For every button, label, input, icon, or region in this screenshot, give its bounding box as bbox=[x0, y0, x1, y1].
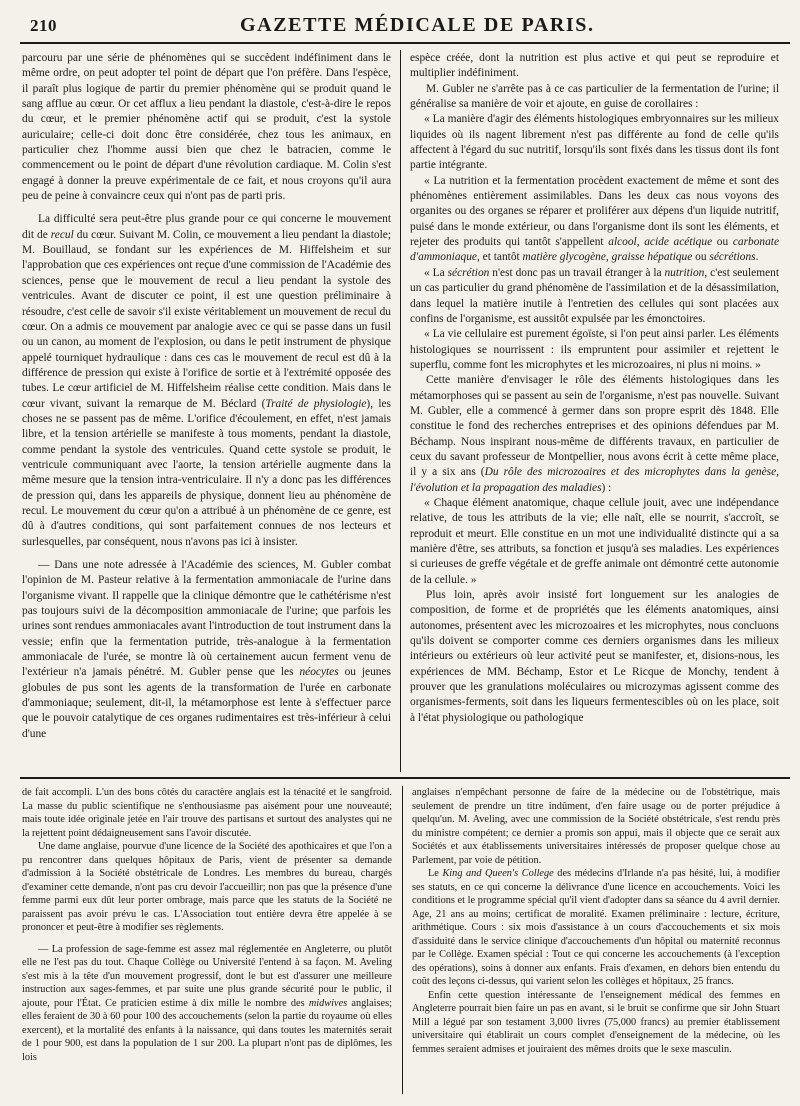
paragraph: anglaises n'empêchant personne de faire de la médecine ou de l'obstétrique, mais seulement de prendre un titre indûment, d'en faire usage ou de porter préjudice à quelqu'un. M. Aveling, avec une commission de la Société obstétricale, s'est rendu près du ministre compétent; ce dernier a promis son appui, mais il objecte que ce serait aux Sociétés et aux établissements universitaires intéressés de proposer quelque chose au Parlement, par voie de pétition. bbox=[412, 787, 780, 866]
bottom-right-column bbox=[412, 786, 780, 1056]
journal-title: GAZETTE MÉDICALE DE PARIS. bbox=[240, 14, 595, 36]
paragraph: Une dame anglaise, pourvue d'une licence de la Société des apothicaires et que l'on a pu rencontrer dans quelques hôpitaux de Paris, vient de présenter sa demande d'admission à la Société obstétricale de Londres. Les membres du bureau, chargés d'examiner cette demande, n'ont pas cru devoir l'accueillir; non pas que la présence d'une femme parmi eux dût leur porter ombrage, mais parce que les statuts de la Société ne paraissent pas avoir prévu le cas. L'Association tout entière devra être appelée à se prononcer et peut-être à modifier ses règlements. bbox=[22, 841, 392, 933]
section-rule bbox=[20, 777, 790, 779]
paragraph: La difficulté sera peut-être plus grande pour ce qui concerne le mouvement dit de recul du cœur. Suivant M. Colin, ce mouvement a lieu pendant la diastole; M. Bouillaud, se fondant sur les expériences de M. Hiffelsheim et sur l'approbation que ces expériences ont reçue d'une commission de l'Académie des sciences, pense que le mouvement de recul a lieu pendant la systole des ventricules. Avant de discuter ce point, il est une question préliminaire à résoudre, c'est celle de savoir s'il existe véritablement un mouvement de recul du cœur. On a admis ce mouvement par analogie avec ce qui se passe dans un fusil ou un canon, au moment de l'explosion, ou dans le petit instrument de physique appelé tourniquet hydraulique : dans ces cas le mouvement de recul est dû à la différence de pression qui existe à l'orifice de sortie et à l'extrémité opposée des tubes. Le cœur artificiel de M. Hiffelsheim réalise cette condition. Mais dans le cœur vivant, suivant la remarque de M. Béclard (Traité de physiologie), les choses ne se passent pas de même. L'orifice d'écoulement, en effet, n'est jamais libre, et la tension artérielle se manifeste à tous moments, pendant la diastole, comme pendant la systole des ventricules. Quand cette systole se produit, le ventricule communiquant avec l'aorte, la tension artérielle augmente dans la même mesure que la tension intra-ventriculaire. Il n'y a donc pas les différences de pression qui, dans les appareils de physique, donnent lieu au phénomène de recul. Le mouvement du cœur qu'on a attribué à un phénomène de ce genre, est dû à d'autres conditions, qui sont parfaitement connues de nos lecteurs et surlesquelles, par conséquent, nous n'avons pas ici à insister. bbox=[22, 213, 391, 548]
top-left-column bbox=[22, 51, 391, 742]
paragraph: — La profession de sage-femme est assez mal réglementée en Angleterre, ou plutôt elle ne l'est pas du tout. Chaque Collège ou Université l'entend à sa façon. M. Aveling s'est mis à la tête d'un mouvement progressif, dont le but est d'assurer une meilleure instruction aux sages-femmes, et par suite une plus grande sécurité pour le public, il ajoute, pour l'État. Ce praticien estime à dix mille le nombre des midwives anglaises; elles feraient de 30 à 60 pour 100 des accouchements (selon la partie du royaume où elles exercent), et la mortalité des enfants à la naissance, qui dans toutes les maternités serait de 1 pour 900, est dans la population de 1 sur 200. La plupart n'ont pas de diplômes, les lois bbox=[22, 943, 392, 1063]
top-right-column bbox=[410, 51, 779, 726]
paragraph: parcouru par une série de phénomènes qui se succèdent indéfiniment dans le même ordre, on peut adopter tel point de départ que l'on préfère. Dans l'espèce, il paraît plus logique de partir du premier phénomène qui se produit quand le sang afflue au cœur. Or cet afflux a lieu pendant la diastole, c'est-à-dire le repos du cœur, et le premier phénomène actif qui se produit, c'est la systole auriculaire; celle-ci doit donc être considérée, chez tous les animaux, en particulier chez l'homme aussi bien que chez le batracien, comme le commencement ou le point de départ d'une révolution cardiaque. M. Colin s'est engagé à donner la preuve expérimentale de ce fait, et nous croyons qu'il aura peu de peine à convaincre ceux qui n'ont pas de parti pris. bbox=[22, 52, 391, 203]
paragraph: Le King and Queen's College des médecins d'Irlande n'a pas hésité, lui, à modifier ses statuts, en ce qui concerne la délivrance d'une licence en accouchements. Voici les conditions et le programme spécial qu'il vient d'adopter dans sa séance du 4 avril dernier. Age, 21 ans au moins; certificat de moralité. Examen préliminaire : lecture, écriture, arithmétique. Cours : six mois d'assistance à un cours d'accouchements et six mois d'assiduité dans le service clinique d'accouchements d'un hôpital ou maternité reconnus par le Collège. Examen spécial : Tout ce qui concerne les accouchements (à l'exception des opérations), soins à donner aux enfants. Frais d'examen, en dehors bien entendu du coût des leçons ci-dessus, qui varient selon les collèges et hôpitaux, 25 francs. bbox=[412, 868, 780, 987]
paragraph: Cette manière d'envisager le rôle des éléments histologiques dans les métamorphoses qui se passent au sein de l'organisme, n'est pas nouvelle. Suivant M. Gubler, elle a commencé à germer dans son propre esprit dès 1848. Elle constitue le fond des recherches entreprises et des opinions défendues par M. Béchamp. Nous inspirant nous-même de différents travaux, en particulier de ceux du savant professeur de Montpellier, nous avons écrit à cette même place, il y a six ans (Du rôle des microzoaires et des microphytes dans la genèse, l'évolution et la propagation des maladies) : bbox=[410, 374, 779, 494]
page-header bbox=[0, 0, 800, 44]
top-column-divider bbox=[400, 50, 401, 772]
header-rule bbox=[20, 42, 790, 44]
paragraph: Enfin cette question intéressante de l'enseignement médical des femmes en Angleterre pourrait bien faire un pas en avant, si le bruit se confirme que sir John Stuart Mill a légué par son testament 3,000 livres (75,000 francs) au premier établissement universitaire qui établirait un cours complet d'enseignement de la médecine, où les femmes seraient admises et jouiraient des mêmes droits que le sexe masculin. bbox=[412, 989, 780, 1055]
paragraph: M. Gubler ne s'arrête pas à ce cas particulier de la fermentation de l'urine; il généralise sa manière de voir et ajoute, en guise de corollaires : bbox=[410, 82, 779, 111]
quote-paragraph: « La sécrétion n'est donc pas un travail étranger à la nutrition, c'est seulement un cas particulier du grand phénomène de l'assimilation et de la désassimilation, dans lequel la matière inutile à l'entretien des cellules qui sont placées aux confins de l'organisme, est aussitôt expulsée par les émonctoires. bbox=[410, 266, 780, 325]
quote-paragraph: « Chaque élément anatomique, chaque cellule jouit, avec une indépendance relative, de tous les attributs de la vie; elle naît, elle se nourrit, s'accroît, se reproduit et meurt. Elle constitue en un mot une individualité distincte qui a sa manière d'être, ses attributs, sa fonction et jusqu'à ses maladies. Les expériences si curieuses de greffe végétale et de greffe animale ont démontré cette autonomie de la cellule. » bbox=[410, 496, 779, 586]
paragraph: de fait accompli. L'un des bons côtés du caractère anglais est la ténacité et le sangfroid. La masse du public scientifique ne s'enthousiasme pas aisément pour une nouveauté; mais toute idée originale jetée en l'air trouve des partisans et surtout des analystes qui ne la rejettent point dédaigneusement sans l'avoir discutée. bbox=[22, 787, 392, 839]
paragraph: espèce créée, dont la nutrition est plus active et qui peut se reproduire et multiplier indéfiniment. bbox=[410, 52, 779, 80]
page-number: 210 bbox=[30, 16, 57, 35]
bottom-left-column bbox=[22, 786, 392, 1064]
quote-paragraph: « La manière d'agir des éléments histologiques embryonnaires sur les milieux liquides où ils nagent librement n'est pas différente au fond de celle qu'ils affectent à l'égard du suc nutritif, lorsqu'ils sont fixés dans les tissus dont ils font partie intégrante. bbox=[410, 113, 779, 172]
bottom-column-divider bbox=[402, 786, 403, 1094]
paragraph: Plus loin, après avoir insisté fort longuement sur les analogies de composition, de forme et de propriétés que les éléments anatomiques, ainsi autonomes, présentent avec les microzoaires et les microphytes, nous concluons qu'ils doivent se comporter comme ces derniers organismes dans les milieux intérieurs ou extérieurs où leur activité peut se manifester, et, disions-nous, les expériences de MM. Béchamp, Estor et Le Ricque de Monchy, tendent à prouver que les granulations moléculaires ou microzymas agissent comme des organismes-ferments, soit dans les liqueurs fermentescibles où on les place, soit à l'état physiologique ou pathologique bbox=[410, 589, 779, 724]
quote-paragraph: « La nutrition et la fermentation procèdent exactement de même et sont des phénomènes entièrement assimilables. Dans les deux cas nous voyons des organites ou des organes se réparer et proliférer aux dépens d'un liquide nutritif, puisé dans le monde extérieur, ou dans l'organisme dont ils sont les éléments, et rejeter des produits qui tantôt s'appellent alcool, acide acétique ou carbonate d'ammoniaque, et tantôt matière glycogène, graisse hépatique ou sécrétions. bbox=[410, 174, 780, 264]
paragraph: — Dans une note adressée à l'Académie des sciences, M. Gubler combat l'opinion de M. Pasteur relative à la fermentation ammoniacale de l'urine dans l'organisme vivant. Il rappelle que la clinique démontre que le cathétérisme n'est pas toujours suivi de la décomposition ammoniacale de l'urine; que parfois les urines sont rendues ammoniacales avant l'introduction de tout instrument dans la vessie; enfin que la fermentation putride, très-analogue à la fermentation ammoniacale de l'urée, se montre là où certainement aucun ferment venu de l'extérieur n'a jamais pénétré. M. Gubler pense que les néocytes ou jeunes globules de pus sont les agents de la transformation de l'urée en carbonate d'ammoniaque; seulement, dit-il, la métamorphose est lente à s'effectuer parce que le pouvoir catalytique de ces organes rudimentaires est très-inférieur à celui d'une bbox=[22, 559, 391, 740]
quote-paragraph: « La vie cellulaire est purement égoïste, si l'on peut ainsi parler. Les éléments histologiques se nourrissent : ils empruntent pour assimiler et rejettent le superflu, comme font les microphytes et les microzoaires, ni plus ni moins. » bbox=[410, 328, 779, 371]
